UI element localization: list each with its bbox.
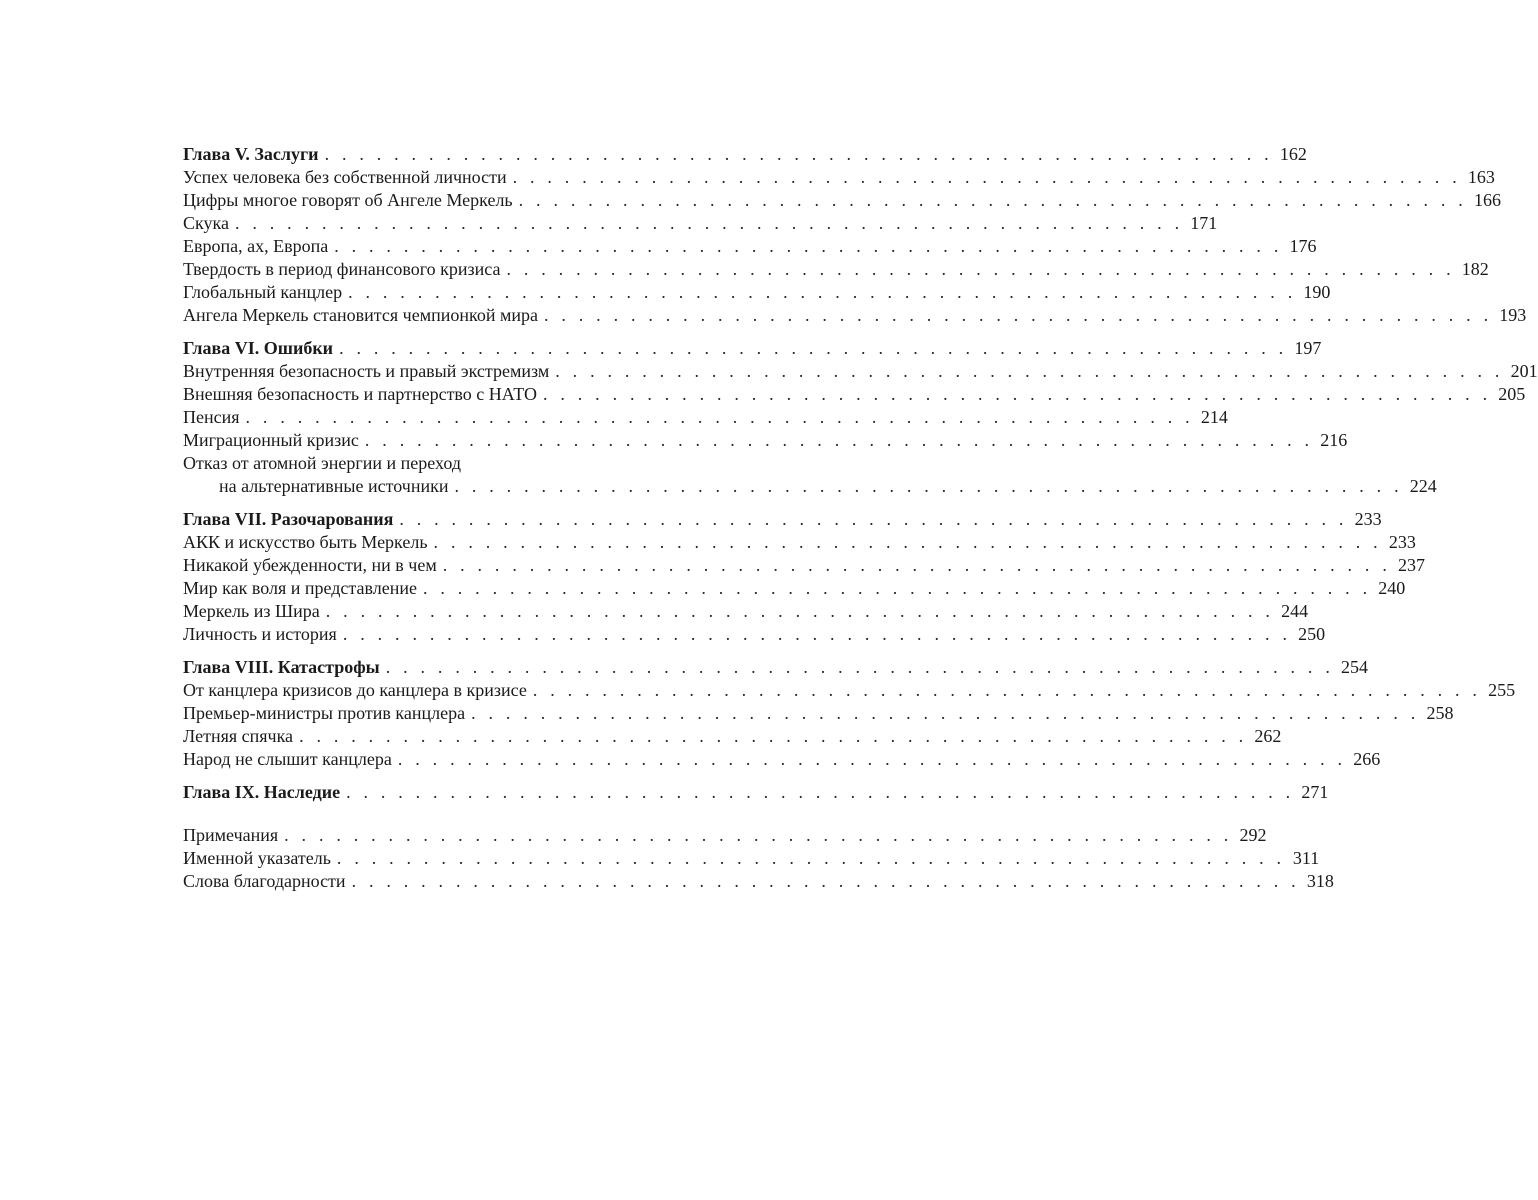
- toc-chapter-entry[interactable]: [183, 508, 1382, 531]
- page-number: 237: [1398, 555, 1426, 575]
- dot-leader: . . . . . . . . . . . . . . . . . . . . . . . . . . . . . . . . . . . . . . . . . . . . . . . . . . . . . . .: [422, 578, 1372, 598]
- page-number: 162: [1279, 144, 1307, 164]
- dot-leader: . . . . . . . . . . . . . . . . . . . . . . . . . . . . . . . . . . . . . . . . . . . . . . . . . . . . . . .: [397, 749, 1347, 769]
- page-number: 166: [1473, 190, 1501, 210]
- entry-title: Внутренняя безопасность и правый экстремизм: [183, 361, 550, 381]
- page-number: 201: [1510, 361, 1538, 381]
- page-number: 311: [1292, 848, 1320, 868]
- page-number: 244: [1281, 601, 1309, 621]
- page-number: 163: [1467, 167, 1495, 187]
- dot-leader: . . . . . . . . . . . . . . . . . . . . . . . . . . . . . . . . . . . . . . . . . . . . . . . . . . . . . . .: [351, 871, 1300, 891]
- toc-entry[interactable]: [183, 258, 1489, 281]
- dot-leader: . . . . . . . . . . . . . . . . . . . . . . . . . . . . . . . . . . . . . . . . . . . . . . . . . . . . . . .: [399, 509, 1348, 529]
- page-number: 216: [1320, 430, 1348, 450]
- chapter-title: Глава VI. Ошибки: [183, 338, 334, 358]
- table-of-contents: [183, 143, 1538, 903]
- toc-entry[interactable]: [183, 870, 1334, 893]
- chapter-title: Глава IX. Наследие: [183, 782, 341, 802]
- toc-entry-continuation[interactable]: [183, 475, 1437, 498]
- toc-entry[interactable]: [183, 554, 1426, 577]
- toc-entry[interactable]: [183, 235, 1317, 258]
- dot-leader: . . . . . . . . . . . . . . . . . . . . . . . . . . . . . . . . . . . . . . . . . . . . . . . . . . . . . . .: [325, 601, 1275, 621]
- page-number: 292: [1239, 825, 1267, 845]
- entry-title: Примечания: [183, 825, 279, 845]
- dot-leader: . . . . . . . . . . . . . . . . . . . . . . . . . . . . . . . . . . . . . . . . . . . . . . . . . . . . . . .: [245, 407, 1194, 427]
- entry-title: От канцлера кризисов до канцлера в кризисе: [183, 680, 527, 700]
- dot-leader: . . . . . . . . . . . . . . . . . . . . . . . . . . . . . . . . . . . . . . . . . . . . . . . . . . . . . . .: [433, 532, 1382, 552]
- toc-entry[interactable]: [183, 824, 1267, 847]
- toc-entry[interactable]: [183, 623, 1326, 646]
- page-number: 233: [1354, 509, 1382, 529]
- entry-title: Твердость в период финансового кризиса: [183, 259, 501, 279]
- toc-entry[interactable]: [183, 281, 1331, 304]
- toc-chapter-entry[interactable]: [183, 656, 1369, 679]
- toc-entry[interactable]: [183, 212, 1218, 235]
- entry-title: Мир как воля и представление: [183, 578, 417, 598]
- page-number: 224: [1409, 476, 1437, 496]
- entry-title: Летняя спячка: [183, 726, 294, 746]
- dot-leader: . . . . . . . . . . . . . . . . . . . . . . . . . . . . . . . . . . . . . . . . . . . . . . . . . . . . . . .: [512, 167, 1461, 187]
- dot-leader: . . . . . . . . . . . . . . . . . . . . . . . . . . . . . . . . . . . . . . . . . . . . . . . . . . . . . . .: [348, 282, 1297, 302]
- dot-leader: . . . . . . . . . . . . . . . . . . . . . . . . . . . . . . . . . . . . . . . . . . . . . . . . . . . . . . .: [506, 259, 1455, 279]
- toc-entry[interactable]: [183, 847, 1320, 870]
- dot-leader: . . . . . . . . . . . . . . . . . . . . . . . . . . . . . . . . . . . . . . . . . . . . . . . . . . . . . . .: [299, 726, 1248, 746]
- page-number: 262: [1254, 726, 1282, 746]
- dot-leader: . . . . . . . . . . . . . . . . . . . . . . . . . . . . . . . . . . . . . . . . . . . . . . . . . . . . . . .: [324, 144, 1273, 164]
- entry-title: Скука: [183, 213, 229, 233]
- page-number: 318: [1306, 871, 1334, 891]
- toc-entry[interactable]: [183, 679, 1516, 702]
- entry-title: Народ не слышит канцлера: [183, 749, 392, 769]
- dot-leader: . . . . . . . . . . . . . . . . . . . . . . . . . . . . . . . . . . . . . . . . . . . . . . . . . . . . . . .: [442, 555, 1392, 575]
- dot-leader: . . . . . . . . . . . . . . . . . . . . . . . . . . . . . . . . . . . . . . . . . . . . . . . . . . . . . . .: [518, 190, 1467, 210]
- toc-entry[interactable]: [183, 360, 1538, 383]
- dot-leader: . . . . . . . . . . . . . . . . . . . . . . . . . . . . . . . . . . . . . . . . . . . . . . . . . . . . . . .: [284, 825, 1233, 845]
- entry-title: АКК и искусство быть Меркель: [183, 532, 428, 552]
- toc-chapter-entry[interactable]: [183, 781, 1329, 804]
- toc-entry-first-line[interactable]: [183, 452, 740, 475]
- toc-entry[interactable]: [183, 725, 1282, 748]
- toc-entry[interactable]: [183, 600, 1309, 623]
- dot-leader: . . . . . . . . . . . . . . . . . . . . . . . . . . . . . . . . . . . . . . . . . . . . . . . . . . . . . . .: [385, 657, 1335, 677]
- page-number: 240: [1378, 578, 1406, 598]
- entry-title: Ангела Меркель становится чемпионкой мира: [183, 305, 538, 325]
- chapter-title: Глава VIII. Катастрофы: [183, 657, 380, 677]
- page-number: 171: [1190, 213, 1218, 233]
- toc-entry[interactable]: [183, 531, 1416, 554]
- dot-leader: . . . . . . . . . . . . . . . . . . . . . . . . . . . . . . . . . . . . . . . . . . . . . . . . . . . . . . .: [364, 430, 1314, 450]
- entry-title: Успех человека без собственной личности: [183, 167, 507, 187]
- page-number: 258: [1426, 703, 1454, 723]
- toc-section-chapter-5: [183, 143, 1527, 327]
- dot-leader: . . . . . . . . . . . . . . . . . . . . . . . . . . . . . . . . . . . . . . . . . . . . . . . . . . . . . . .: [532, 680, 1482, 700]
- page-number: 233: [1388, 532, 1416, 552]
- entry-title: Цифры многое говорят об Ангеле Меркель: [183, 190, 513, 210]
- entry-title: Никакой убежденности, ни в чем: [183, 555, 437, 575]
- dot-leader: . . . . . . . . . . . . . . . . . . . . . . . . . . . . . . . . . . . . . . . . . . . . . . . . . . . . . . .: [336, 848, 1286, 868]
- chapter-title: Глава V. Заслуги: [183, 144, 319, 164]
- toc-entry[interactable]: [183, 383, 1526, 406]
- toc-section-chapter-8: [183, 656, 1516, 771]
- entry-title: Глобальный канцлер: [183, 282, 343, 302]
- page-number: 205: [1498, 384, 1526, 404]
- entry-title-line-1: Отказ от атомной энергии и переход: [183, 453, 461, 473]
- toc-entry[interactable]: [183, 189, 1501, 212]
- page-number: 250: [1298, 624, 1326, 644]
- entry-title: Слова благодарности: [183, 871, 346, 891]
- dot-leader: . . . . . . . . . . . . . . . . . . . . . . . . . . . . . . . . . . . . . . . . . . . . . . . . . . . . . . .: [555, 361, 1504, 381]
- entry-title-line-2: на альтернативные источники: [219, 476, 449, 496]
- entry-title: Внешняя безопасность и партнерство с НАТО: [183, 384, 537, 404]
- page-number: 193: [1499, 305, 1527, 325]
- entry-title: Премьер-министры против канцлера: [183, 703, 466, 723]
- toc-entry[interactable]: [183, 406, 1228, 429]
- entry-title: Миграционный кризис: [183, 430, 359, 450]
- page-number: 182: [1461, 259, 1489, 279]
- page-number: 176: [1289, 236, 1317, 256]
- toc-chapter-entry[interactable]: [183, 143, 1307, 166]
- page-number: 214: [1200, 407, 1228, 427]
- toc-entry[interactable]: [183, 429, 1348, 452]
- toc-backmatter: [183, 824, 1334, 893]
- dot-leader: . . . . . . . . . . . . . . . . . . . . . . . . . . . . . . . . . . . . . . . . . . . . . . . . . . . . . . .: [342, 624, 1292, 644]
- dot-leader: . . . . . . . . . . . . . . . . . . . . . . . . . . . . . . . . . . . . . . . . . . . . . . . . . . . . . . .: [543, 305, 1493, 325]
- entry-title: Меркель из Шира: [183, 601, 320, 621]
- dot-leader: . . . . . . . . . . . . . . . . . . . . . . . . . . . . . . . . . . . . . . . . . . . . . . . . . . . . . . .: [339, 338, 1288, 358]
- toc-section-chapter-6: [183, 337, 1538, 498]
- toc-entry[interactable]: [183, 304, 1527, 327]
- page-number: 190: [1303, 282, 1331, 302]
- dot-leader: . . . . . . . . . . . . . . . . . . . . . . . . . . . . . . . . . . . . . . . . . . . . . . . . . . . . . . .: [471, 703, 1420, 723]
- toc-entry[interactable]: [183, 748, 1381, 771]
- entry-title: Пенсия: [183, 407, 240, 427]
- toc-entry[interactable]: [183, 702, 1454, 725]
- toc-entry[interactable]: [183, 577, 1406, 600]
- page-number: 255: [1488, 680, 1516, 700]
- dot-leader: . . . . . . . . . . . . . . . . . . . . . . . . . . . . . . . . . . . . . . . . . . . . . . . . . . . . . . .: [454, 476, 1403, 496]
- dot-leader: . . . . . . . . . . . . . . . . . . . . . . . . . . . . . . . . . . . . . . . . . . . . . . . . . . . . . . .: [346, 782, 1295, 802]
- page-number: 271: [1301, 782, 1329, 802]
- entry-title: Личность и история: [183, 624, 337, 644]
- entry-title: Европа, ах, Европа: [183, 236, 329, 256]
- chapter-title: Глава VII. Разочарования: [183, 509, 394, 529]
- page-number: 266: [1353, 749, 1381, 769]
- toc-section-chapter-7: [183, 508, 1426, 646]
- dot-leader: . . . . . . . . . . . . . . . . . . . . . . . . . . . . . . . . . . . . . . . . . . . . . . . . . . . . . . .: [542, 384, 1492, 404]
- toc-chapter-entry[interactable]: [183, 337, 1322, 360]
- toc-section-chapter-9: [183, 781, 1329, 804]
- toc-entry[interactable]: [183, 166, 1495, 189]
- entry-title: Именной указатель: [183, 848, 331, 868]
- page-number: 197: [1294, 338, 1322, 358]
- page-number: 254: [1341, 657, 1369, 677]
- dot-leader: . . . . . . . . . . . . . . . . . . . . . . . . . . . . . . . . . . . . . . . . . . . . . . . . . . . . . . .: [234, 213, 1184, 233]
- dot-leader: . . . . . . . . . . . . . . . . . . . . . . . . . . . . . . . . . . . . . . . . . . . . . . . . . . . . . . .: [334, 236, 1283, 256]
